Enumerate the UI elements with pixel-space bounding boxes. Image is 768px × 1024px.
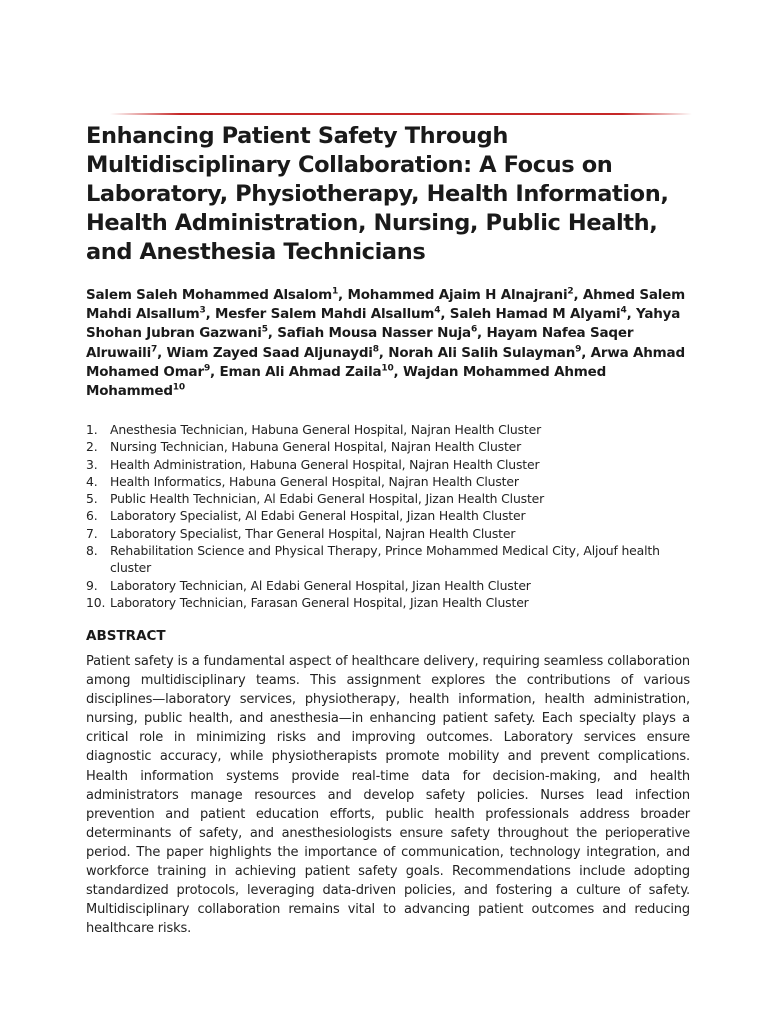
author-affiliation-number: 2 bbox=[567, 286, 574, 297]
affiliation-number: 1. bbox=[86, 422, 98, 437]
author-name: Saleh Hamad M Alyami bbox=[449, 306, 621, 323]
affiliation-text: Rehabilitation Science and Physical Therapy, Prince Mohammed Medical City, Aljouf health cluster bbox=[110, 543, 660, 576]
affiliation-item bbox=[86, 438, 690, 455]
author-affiliation-number: 1 bbox=[331, 286, 339, 297]
affiliation-number: 7. bbox=[86, 525, 98, 541]
affiliation-number: 3. bbox=[86, 456, 98, 472]
paper-title: Enhancing Patient Safety Through Multidisciplinary Collaboration: A Focus on Laboratory, Physiotherapy, Health Information, Health Administration, Nursing, Public Health, and Anesthesia Technicians bbox=[86, 123, 669, 265]
affiliation-number: 6. bbox=[86, 508, 98, 524]
author-name: Wajdan Mohammed Ahmed Mohammed bbox=[86, 363, 607, 400]
affiliation-text: Laboratory Specialist, Al Edabi General Hospital, Jizan Health Cluster bbox=[110, 508, 526, 524]
affiliation-item bbox=[86, 490, 690, 507]
author-name: Hayam Nafea Saqer Alruwaili bbox=[86, 325, 634, 361]
author-affiliation-number: 10 bbox=[172, 382, 185, 393]
author bbox=[277, 325, 477, 341]
affiliation-number: 9. bbox=[86, 577, 98, 593]
affiliation-text: Anesthesia Technician, Habuna General Hospital, Najran Health Cluster bbox=[110, 422, 542, 437]
affiliation-item bbox=[86, 577, 690, 594]
abstract-heading: ABSTRACT bbox=[86, 628, 166, 644]
author-affiliation-number: 9 bbox=[575, 344, 582, 355]
affiliation-number: 4. bbox=[86, 473, 98, 489]
abstract-body: Patient safety is a fundamental aspect of healthcare delivery, requiring seamless collaboration among multidisciplinary teams. This assignment explores the contributions of various disciplines—laboratory services, physiotherapy, health information, health administration, nursing, public health, and anesthesia—in enhancing patient safety. Each specialty plays a critical role in minimizing risks and improving outcomes. Laboratory services ensure diagnostic accuracy, while physiotherapists promote mobility and prevent complications. Health information systems provide real-time data for decision-making, and health administrators manage resources and develop safety policies. Nurses lead infection prevention and patient education efforts, public health professionals address broader determinants of safety, and anesthesiologists ensure safety throughout the perioperative period. The paper highlights the importance of communication, technology integration, and workforce training in achieving patient safety goals. Recommendations include adopting standardized protocols, leveraging data-driven policies, and fostering a culture of safety. Multidisciplinary collaboration remains vital to advancing patient outcomes and reducing healthcare risks. bbox=[86, 654, 690, 937]
author-list: Salem Saleh Mohammed Alsalom$^1$, Mohammed Ajaim H Alnajrani$^2$, Ahmed Salem Mahdi Alsallum$^3$, Mesfer Salem Mahdi Alsallum$^4$, Saleh Hamad M Alyami$^4$, Yahya Shohan Jubran Gazwani$^5$, Safiah Mousa Nasser Nuja$^6$, Hayam Nafea Saqer Alruwaili$^7$, Wiam Zayed Saad Aljunaydi$^8$, Norah Ali Salih Sulayman$^9$, Arwa Ahmad Mohamed Omar$^9$, Eman Ali Ahmad Zaila$^{10}$, Wajdan Mohammed Ahmed Mohammed$^{10}$ bbox=[86, 286, 686, 400]
author-name: Mohammed Ajaim H Alnajrani bbox=[347, 287, 568, 303]
author bbox=[215, 306, 440, 322]
affiliation-list bbox=[86, 421, 690, 611]
author bbox=[219, 364, 393, 380]
author-affiliation-number: 8 bbox=[372, 344, 379, 355]
affiliation-text: Public Health Technician, Al Edabi General Hospital, Jizan Health Cluster bbox=[110, 491, 545, 507]
author bbox=[388, 345, 581, 361]
author-name: Ahmed Salem Mahdi Alsallum bbox=[86, 287, 686, 323]
author-name: Salem Saleh Mohammed Alsalom bbox=[86, 287, 332, 303]
affiliation-item bbox=[86, 473, 690, 490]
affiliation-text: Nursing Technician, Habuna General Hospital, Najran Health Cluster bbox=[110, 439, 522, 455]
affiliation-text: Laboratory Technician, Farasan General Hospital, Jizan Health Cluster bbox=[110, 594, 529, 610]
author-affiliation-number: 7 bbox=[151, 344, 158, 355]
author-name: Wiam Zayed Saad Aljunaydi bbox=[166, 344, 373, 361]
affiliation-number: 8. bbox=[86, 543, 98, 559]
author-name: Eman Ali Ahmad Zaila bbox=[219, 363, 382, 380]
affiliation-number: 2. bbox=[86, 439, 98, 455]
affiliation-text: Health Informatics, Habuna General Hospital, Najran Health Cluster bbox=[110, 473, 519, 489]
affiliation-text: Laboratory Specialist, Thar General Hospital, Najran Health Cluster bbox=[110, 525, 516, 541]
author-name: Safiah Mousa Nasser Nuja bbox=[277, 325, 471, 342]
author-affiliation-number: 3 bbox=[199, 305, 206, 316]
author-affiliation-number: 4 bbox=[434, 305, 441, 316]
affiliation-item bbox=[86, 456, 690, 473]
author-name: Norah Ali Salih Sulayman bbox=[388, 344, 576, 361]
author-name: Arwa Ahmad Mohamed Omar bbox=[86, 344, 685, 380]
affiliation-text: Laboratory Technician, Al Edabi General Hospital, Jizan Health Cluster bbox=[110, 577, 531, 593]
affiliation-item bbox=[86, 525, 690, 542]
affiliation-item bbox=[86, 594, 690, 611]
author-name: Mesfer Salem Mahdi Alsallum bbox=[215, 306, 435, 323]
affiliation-item bbox=[86, 542, 690, 577]
author-affiliation-number: 4 bbox=[620, 305, 627, 316]
header-rule bbox=[110, 113, 692, 115]
author bbox=[347, 287, 573, 303]
affiliation-text: Health Administration, Habuna General Hospital, Najran Health Cluster bbox=[110, 456, 540, 472]
author-name: Yahya Shohan Jubran Gazwani bbox=[86, 306, 681, 342]
affiliation-number: 5. bbox=[86, 491, 98, 507]
affiliation-number: 10. bbox=[86, 594, 106, 610]
author-affiliation-number: 5 bbox=[261, 324, 268, 335]
author bbox=[450, 306, 627, 322]
author-affiliation-number: 9 bbox=[203, 363, 210, 374]
author bbox=[86, 287, 338, 303]
author-affiliation-number: 6 bbox=[470, 324, 478, 335]
author-affiliation-number: 10 bbox=[381, 363, 394, 374]
affiliation-item bbox=[86, 421, 690, 438]
author bbox=[167, 345, 379, 361]
affiliation-item bbox=[86, 507, 690, 524]
